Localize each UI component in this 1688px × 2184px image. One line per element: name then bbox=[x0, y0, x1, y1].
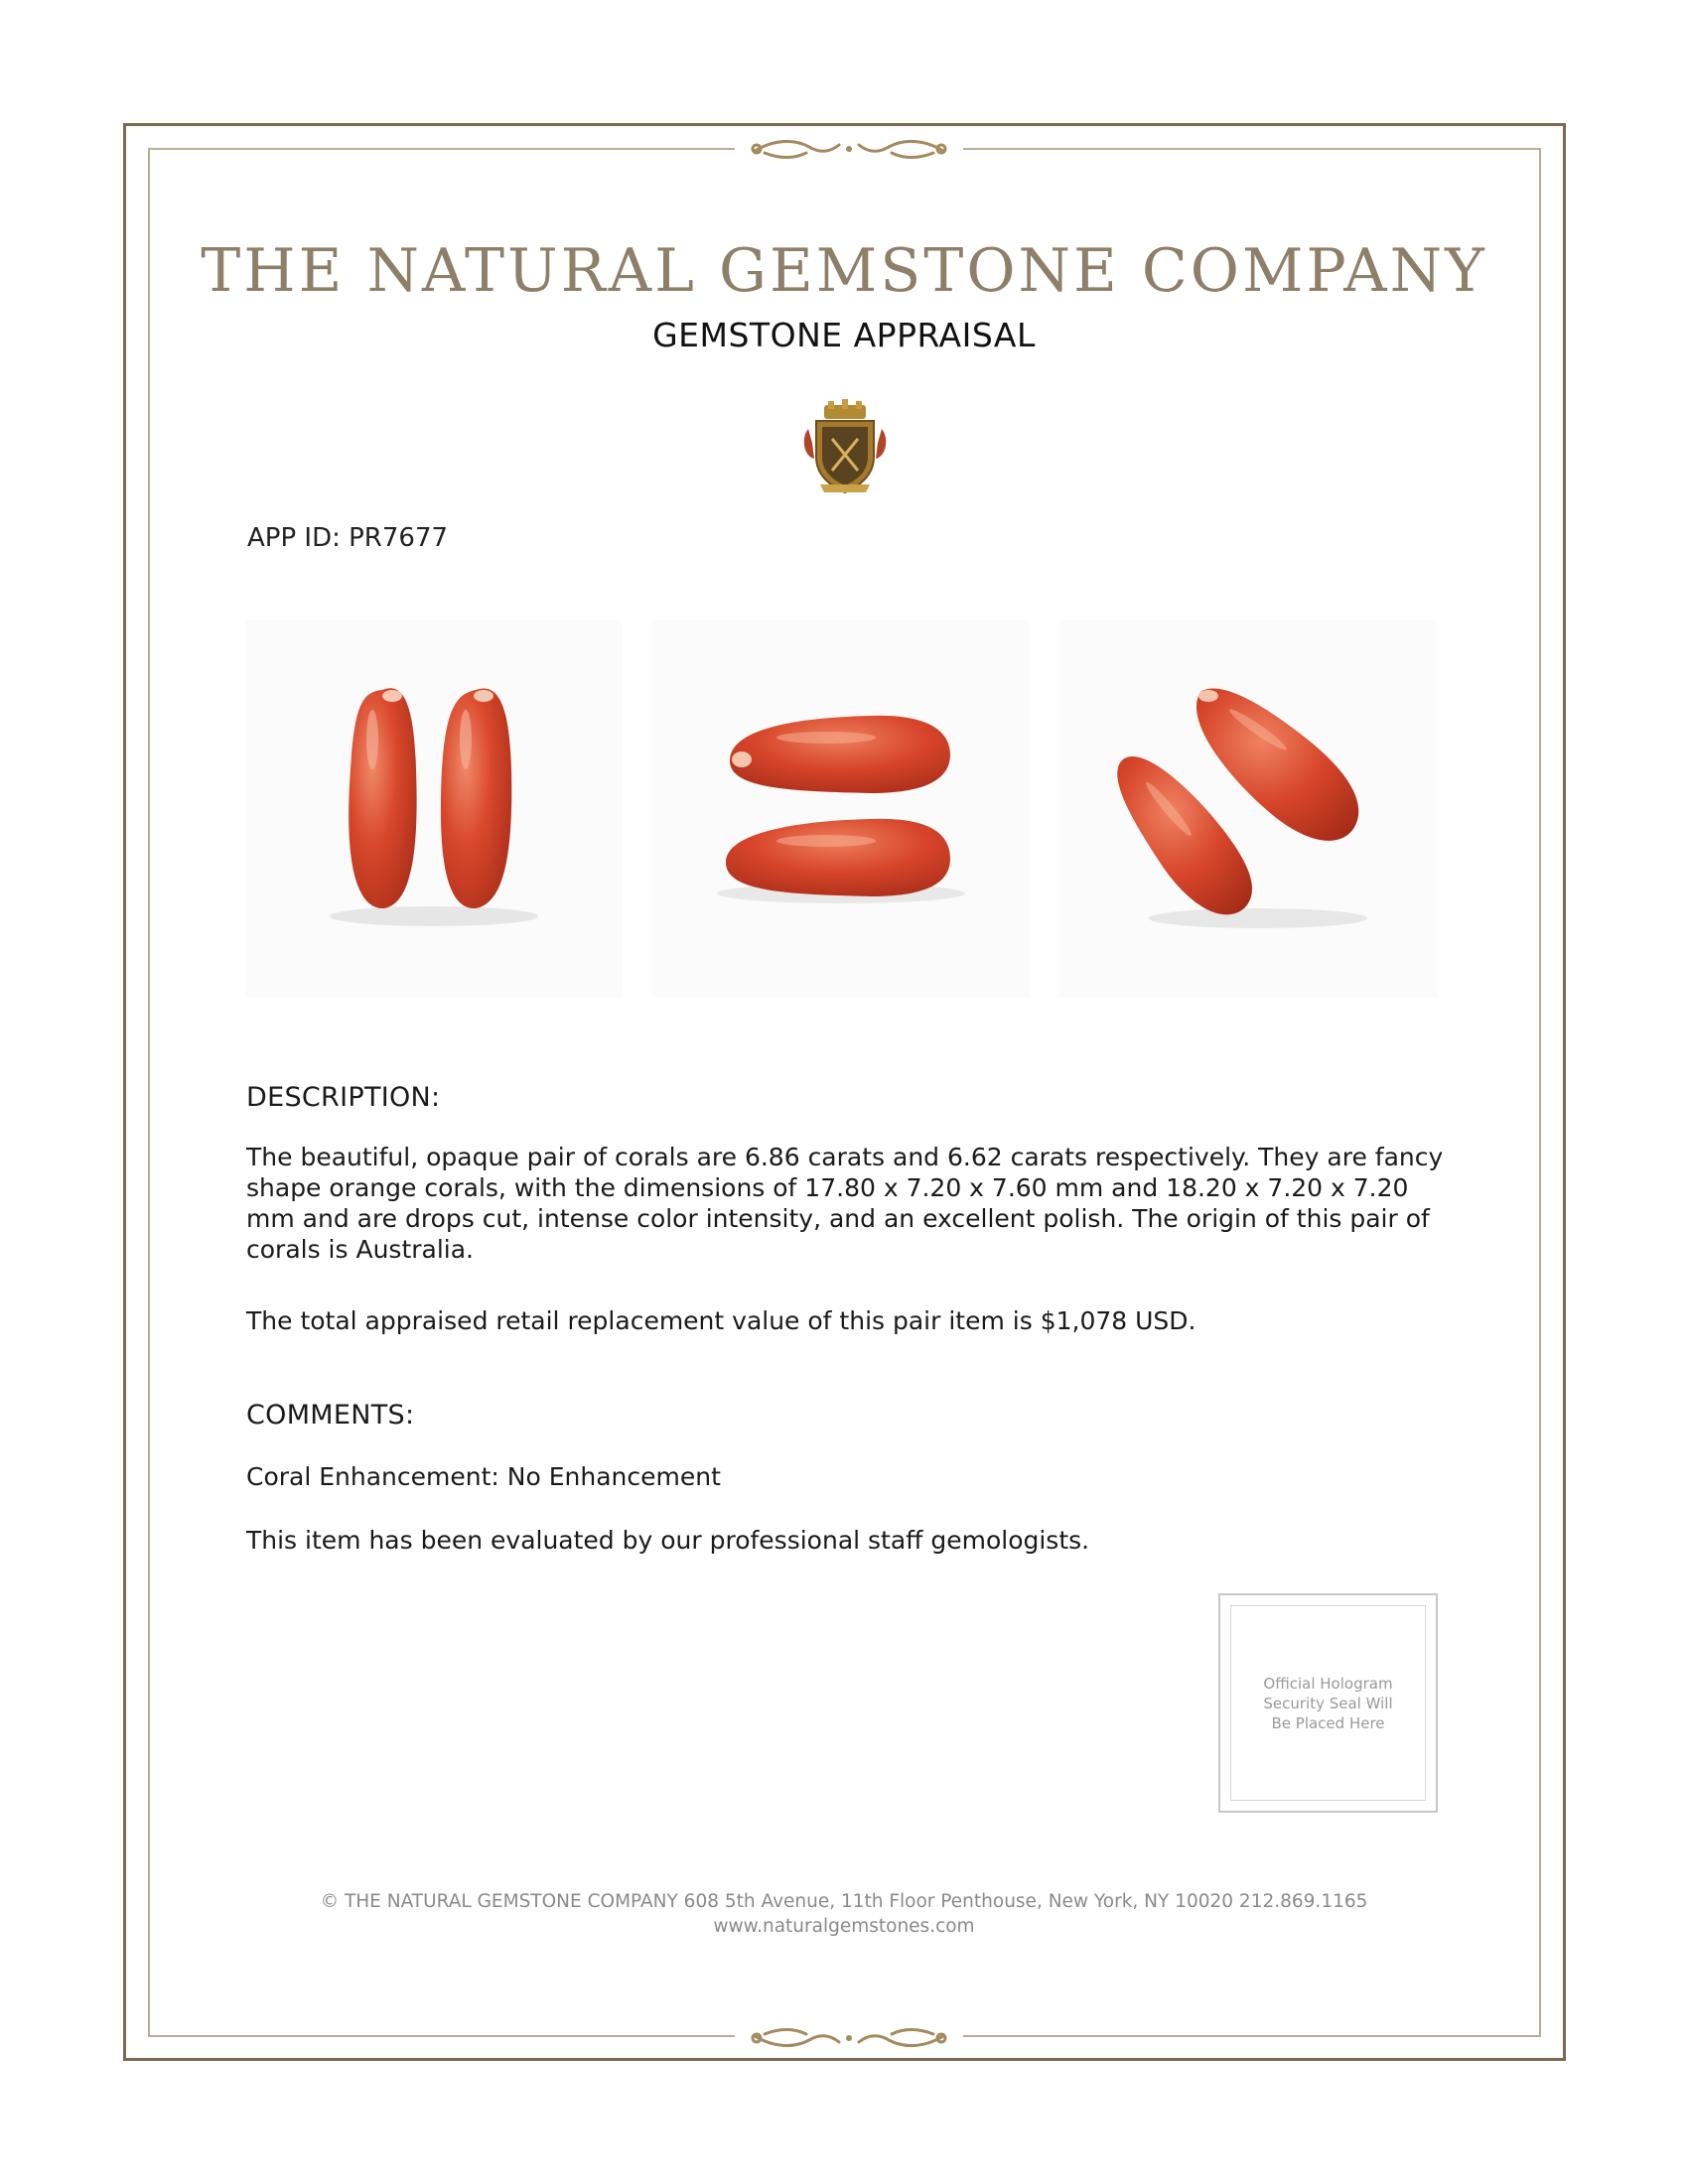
description-heading: DESCRIPTION: bbox=[246, 1082, 441, 1113]
footer-website: www.naturalgemstones.com bbox=[713, 1916, 975, 1937]
appraisal-id: APP ID: PR7677 bbox=[247, 523, 449, 553]
description-text: The beautiful, opaque pair of corals are 6.86 carats and 6.62 carats respectively. They are fancy shape orange corals, with the dimensions of 17.80 x 7.20 x 7.60 mm and 18.20 x 7.20 x 7.20 mm and are drops cut, intense color intensity, and an excellent polish. The origin of this pair of corals is Australia. bbox=[246, 1143, 1444, 1264]
footer-address: © THE NATURAL GEMSTONE COMPANY 608 5th Avenue, 11th Floor Penthouse, New York, NY 10020 212.869.1165 bbox=[320, 1891, 1368, 1912]
coral-photo-vertical bbox=[245, 620, 623, 998]
appraised-value-statement: The total appraised retail replacement value of this pair item is $1,078 USD. bbox=[246, 1306, 1196, 1335]
coral-photo-horizontal bbox=[652, 620, 1030, 998]
evaluation-comment: This item has been evaluated by our professional staff gemologists. bbox=[246, 1526, 1090, 1555]
seal-inner-border bbox=[1230, 1605, 1426, 1801]
coral-photo-diagonal bbox=[1059, 620, 1437, 998]
company-name: THE NATURAL GEMSTONE COMPANY bbox=[201, 236, 1487, 306]
top-flourish-ornament bbox=[735, 129, 963, 169]
bottom-flourish-ornament bbox=[735, 2016, 963, 2056]
hologram-seal-placeholder bbox=[1218, 1593, 1438, 1813]
document-title: GEMSTONE APPRAISAL bbox=[652, 316, 1036, 354]
seal-placeholder-text: Official Hologram Security Seal Will Be Placed Here bbox=[1263, 1674, 1393, 1732]
comments-heading: COMMENTS: bbox=[246, 1400, 415, 1431]
company-crest-logo bbox=[800, 399, 890, 498]
enhancement-comment: Coral Enhancement: No Enhancement bbox=[246, 1462, 721, 1491]
